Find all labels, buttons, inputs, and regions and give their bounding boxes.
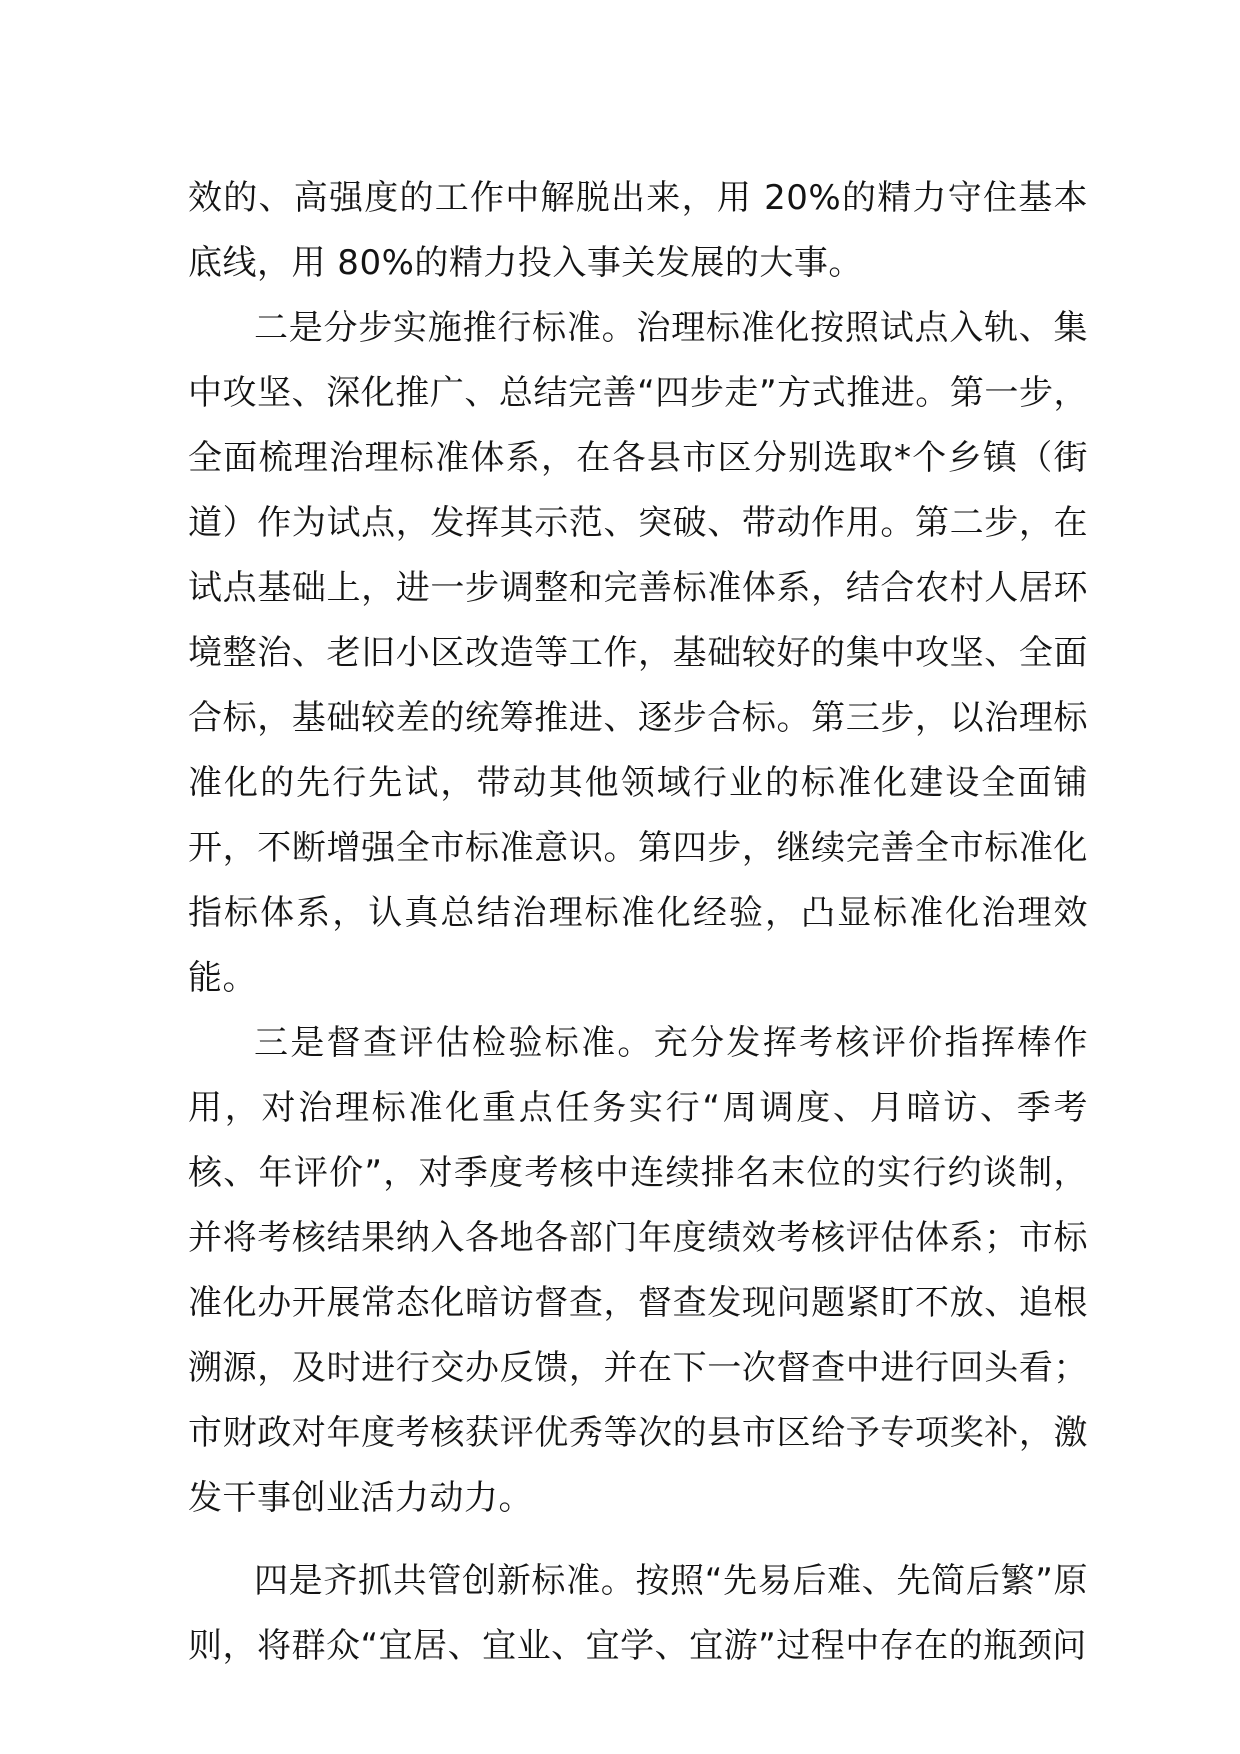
document-body [188,166,1088,1679]
paragraph-step-implementation: 二是分步实施推行标准。治理标准化按照试点入轨、集中攻坚、深化推广、总结完善“四步走”方式推进。第一步，全面梳理治理标准体系，在各县市区分别选取*个乡镇（街道）作为试点，发挥其示范、突破、带动作用。第二步，在试点基础上，进一步调整和完善标准体系，结合农村人居环境整治、老旧小区改造等工作，基础较好的集中攻坚、全面合标，基础较差的统筹推进、逐步合标。第三步，以治理标准化的先行先试，带动其他领域行业的标准化建设全面铺开，不断增强全市标准意识。第四步，继续完善全市标准化指标体系，认真总结治理标准化经验，凸显标准化治理效能。 [188,308,1088,998]
paragraph-continuation: 效的、高强度的工作中解脱出来，用 20%的精力守住基本底线，用 80%的精力投入事关发展的大事。 [188,178,1088,283]
paragraph-supervision-evaluation: 三是督查评估检验标准。充分发挥考核评价指挥棒作用，对治理标准化重点任务实行“周调度、月暗访、季考核、年评价”，对季度考核中连续排名末位的实行约谈制，并将考核结果纳入各地各部门年度绩效考核评估体系；市标准化办开展常态化暗访督查，督查发现问题紧盯不放、追根溯源，及时进行交办反馈，并在下一次督查中进行回头看；市财政对年度考核获评优秀等次的县市区给予专项奖补，激发干事创业活力动力。 [188,1023,1088,1518]
paragraph-joint-management: 四是齐抓共管创新标准。按照“先易后难、先简后繁”原则，将群众“宜居、宜业、宜学、宜游”过程中存在的瓶颈问 [188,1561,1088,1666]
